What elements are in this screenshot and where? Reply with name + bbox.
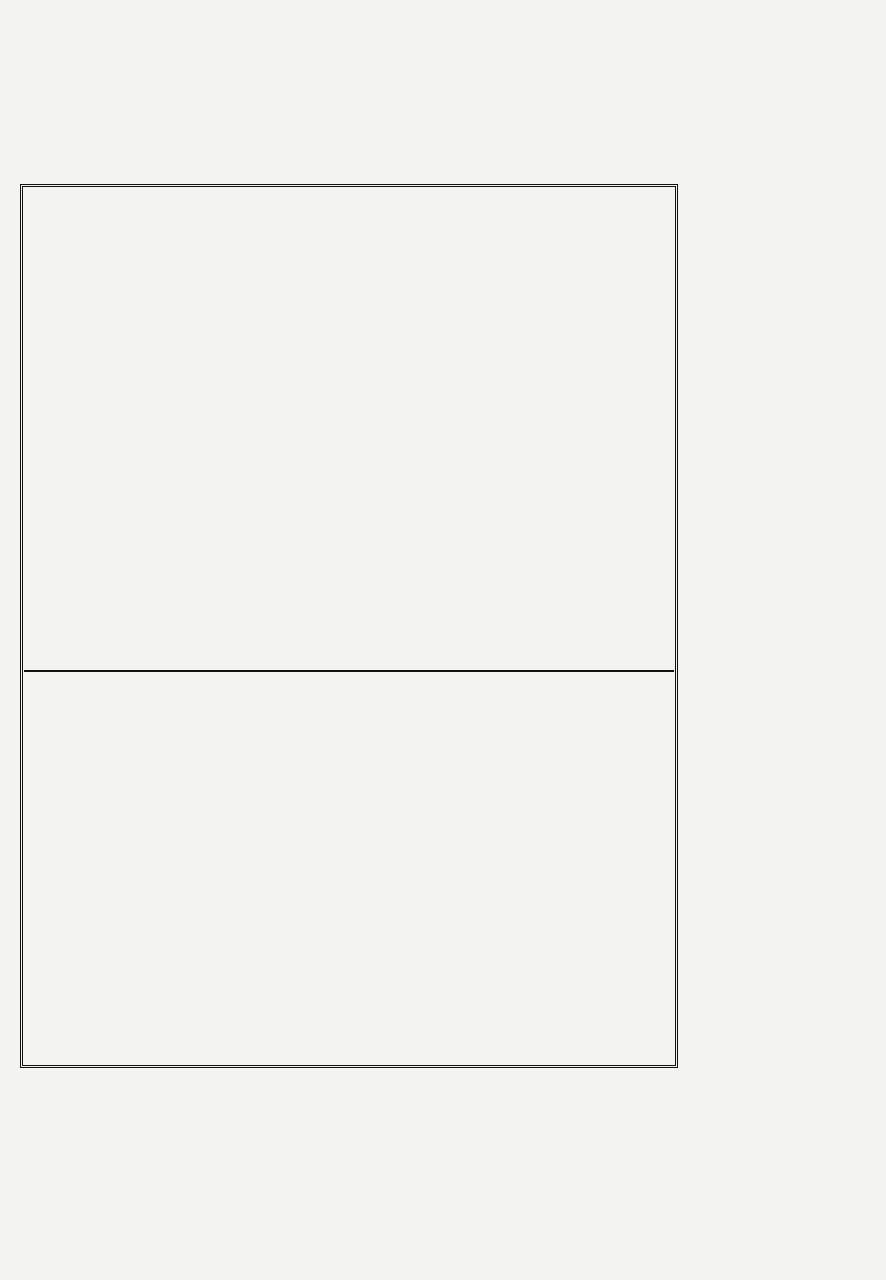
inner-commentary-divider (24, 670, 674, 672)
inner-commentary-frame (20, 184, 678, 1068)
